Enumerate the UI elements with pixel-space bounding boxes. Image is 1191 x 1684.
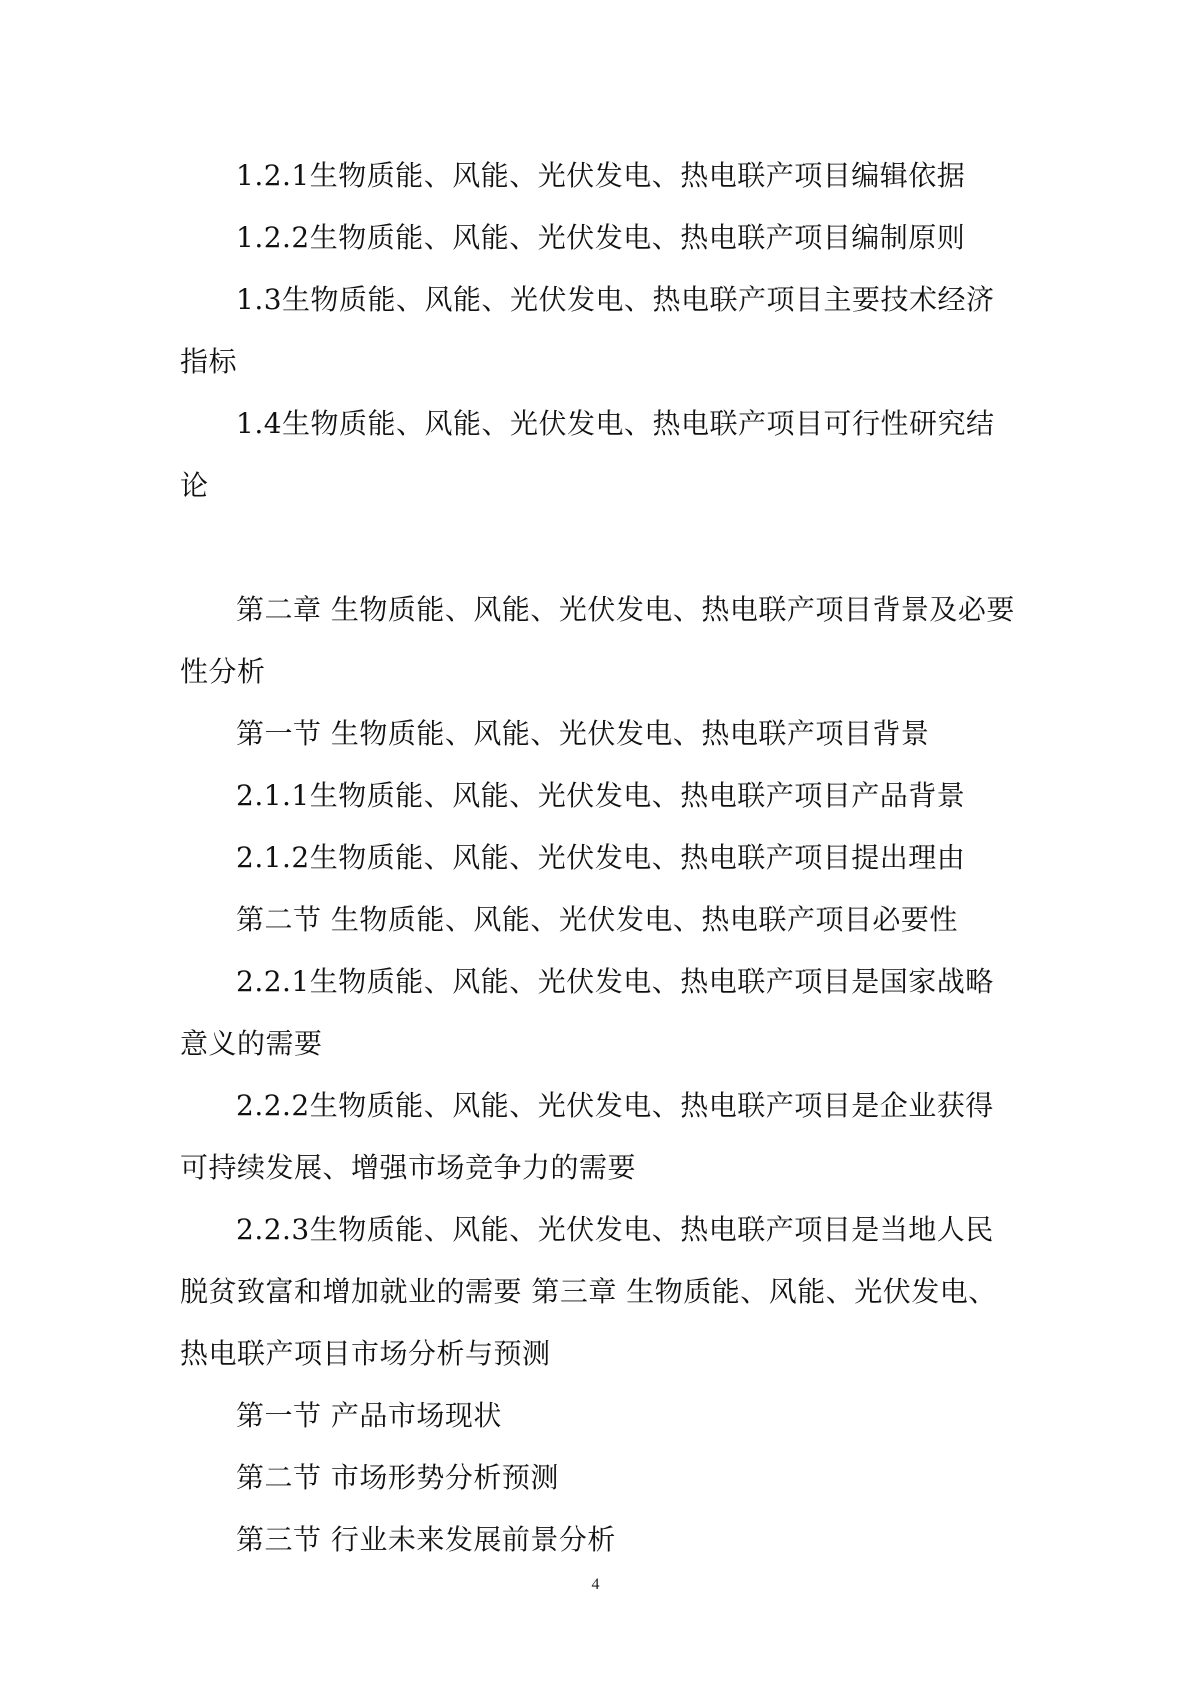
- toc-line-2-1-1: 2.1.1生物质能、风能、光伏发电、热电联产项目产品背景: [236, 779, 966, 812]
- chapter-3-section-1: 第一节 产品市场现状: [236, 1399, 502, 1432]
- toc-line-1-2-2: 1.2.2生物质能、风能、光伏发电、热电联产项目编制原则: [236, 221, 966, 254]
- section-gap: [180, 517, 1015, 579]
- chapter-3-section-2: 第二节 市场形势分析预测: [236, 1461, 559, 1494]
- chapter-3-section-3: 第三节 行业未来发展前景分析: [236, 1523, 616, 1556]
- page-number: 4: [591, 1576, 600, 1593]
- toc-line-1-3: 1.3生物质能、风能、光伏发电、热电联产项目主要技术经济指标: [180, 283, 995, 378]
- toc-line-2-2-1: 2.2.1生物质能、风能、光伏发电、热电联产项目是国家战略意义的需要: [180, 965, 994, 1060]
- chapter-2-section-2: 第二节 生物质能、风能、光伏发电、热电联产项目必要性: [236, 903, 958, 936]
- toc-line-2-2-2: 2.2.2生物质能、风能、光伏发电、热电联产项目是企业获得可持续发展、增强市场竞争力的需要: [180, 1089, 994, 1184]
- toc-line-2-2-3: 2.2.3生物质能、风能、光伏发电、热电联产项目是当地人民脱贫致富和增加就业的需要 第三章 生物质能、风能、光伏发电、热电联产项目市场分析与预测: [180, 1213, 997, 1370]
- chapter-2-heading: 第二章 生物质能、风能、光伏发电、热电联产项目背景及必要性分析: [180, 593, 1015, 688]
- toc-line-2-1-2: 2.1.2生物质能、风能、光伏发电、热电联产项目提出理由: [236, 841, 966, 874]
- chapter-2-section-1: 第一节 生物质能、风能、光伏发电、热电联产项目背景: [236, 717, 930, 750]
- toc-line-1-2-1: 1.2.1生物质能、风能、光伏发电、热电联产项目编辑依据: [236, 159, 966, 192]
- page-content: [180, 145, 1015, 1571]
- toc-line-1-4: 1.4生物质能、风能、光伏发电、热电联产项目可行性研究结论: [180, 407, 995, 502]
